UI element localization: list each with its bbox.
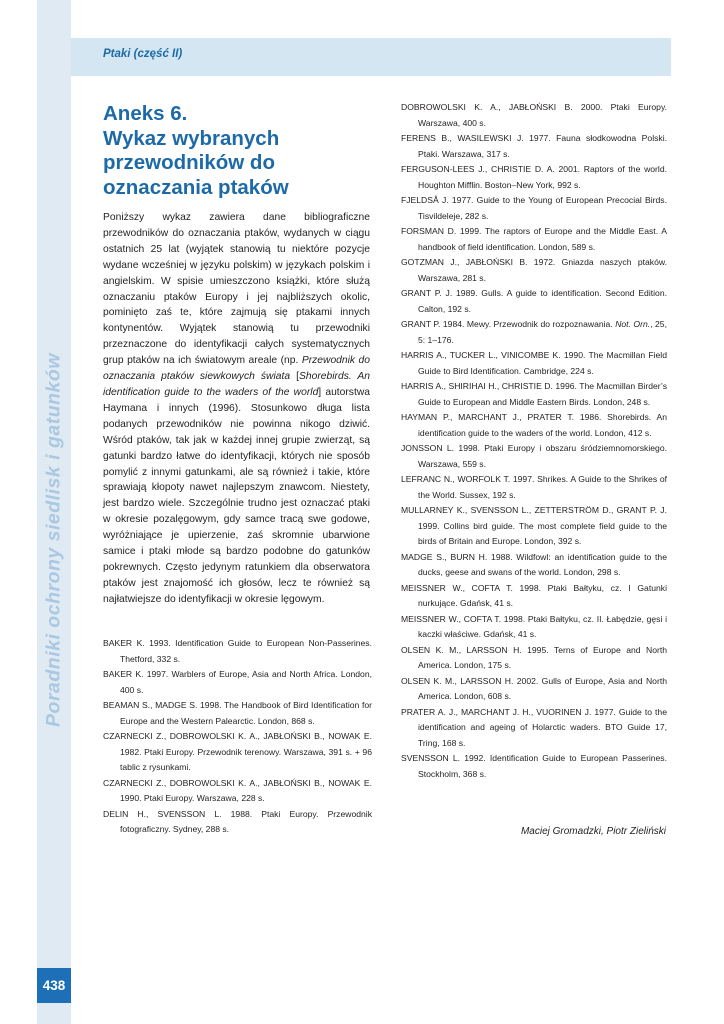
reference-item: HARRIS A., SHIRIHAI H., CHRISTIE D. 1996. The Macmillan Birder’s Guide to European and Middle Eastern Birds. London, 248 s.: [401, 381, 667, 407]
reference-item: MADGE S., BURN H. 1988. Wildfowl: an identification guide to the ducks, geese and swans of the world. London, 298 s.: [401, 551, 667, 577]
reference-item: FERGUSON-LEES J., CHRISTIE D. A. 2001. Raptors of the world. Houghton Mifflin. Boston–New York, 992 s.: [401, 164, 667, 190]
reference-item: LEFRANC N., WORFOLK T. 1997. Shrikes. A Guide to the Shrikes of the World. Sussex, 192 s.: [401, 474, 667, 500]
reference-item: OLSEN K. M., LARSSON H. 1995. Terns of Europe and North America. London, 175 s.: [401, 644, 667, 670]
intro-text: ] autorstwa Haymana i innych (1996). Stosunkowo długa lista podanych przewodników nie powinna nikogo dziwić. Wśród ptaków, tak jak w każdej innej grupie zwierząt, są gatunki bardzo łatwe do identyfikacji, których nie sposób pomylić z innymi gatunkami, ale są również i takie, które sprawiają kłopoty nawet najlepszym znawcom. Niestety, jest bardzo wiele. Szczególnie trudno jest oznaczać ptaki w okresie pozalęgowym, gdy samce tracą swe godowe, wyróżniające je upierzenie, zaś skromnie ubarwione samice i ptaki młode są bardzo podobne do gatunków pokrewnych. Często jedynym ratunkiem dla obserwatora ptaków jest znajomość ich głosów, lecz te również są najłatwiejsze do identyfikacji w okresie lęgowym.: [103, 386, 370, 605]
reference-item: PRATER A. J., MARCHANT J. H., VUORINEN J. 1977. Guide to the identification and ageing of Holarctic waders. BTO Guide 17, Tring, 168 s.: [401, 706, 667, 748]
reference-journal: Not. Orn.: [615, 319, 651, 329]
section-title: Ptaki (część II): [103, 48, 183, 60]
intro-text: Poniższy wykaz zawiera dane bibliograficzne przewodników do oznaczania ptaków, wydanych w ciągu ostatnich 25 lat (wyjątek stanowią tu niektóre pozycje wydane wcześniej w języku polskim) w językach polskim i angielskim. W spisie umieszczono książki, które służą oznaczaniu ptaków Europy i jej najbliższych okolic, pominięto zaś te, które zajmują się ptakami innych kontynentów. Wyjątek stanowią tu przewodniki przeznaczone do identyfikacji całych systematycznych grup ptaków na ich światowym areale (np.: [103, 212, 370, 367]
reference-item: BEAMAN S., MADGE S. 1998. The Handbook of Bird Identification for Europe and the Western Palearctic. London, 868 s.: [103, 700, 372, 726]
reference-item: DELIN H., SVENSSON L. 1988. Ptaki Europy. Przewodnik fotograficzny. Sydney, 288 s.: [103, 808, 372, 834]
page-number: 438: [37, 968, 71, 1003]
reference-item: JONSSON L. 1998. Ptaki Europy i obszaru śródziemnomorskiego. Warszawa, 559 s.: [401, 443, 667, 469]
reference-item: BAKER K. 1997. Warblers of Europe, Asia and North Africa. London, 400 s.: [103, 669, 372, 695]
intro-italic-title: Shorebirds. An identification guide to the waders of the world: [103, 371, 370, 398]
reference-item: FJELDSÅ J. 1977. Guide to the Young of European Precocial Birds. Tisvildeleje, 282 s.: [401, 195, 667, 221]
reference-item: SVENSSON L. 1992. Identification Guide to European Passerines. Stockholm, 368 s.: [401, 753, 667, 779]
reference-item: GOTZMAN J., JABŁOŃSKI B. 1972. Gniazda naszych ptaków. Warszawa, 281 s.: [401, 257, 667, 283]
annex-title-line: przewodników do: [103, 151, 275, 174]
references-right-column: [401, 100, 667, 782]
reference-item: CZARNECKI Z., DOBROWOLSKI K. A., JABŁOŃSKI B., NOWAK E. 1982. Ptaki Europy. Przewodnik terenowy. Warszawa, 391 s. + 96 tablic z rysunkami.: [103, 731, 372, 772]
reference-item: HARRIS A., TUCKER L., VINICOMBE K. 1990. The Macmillan Field Guide to Bird Identification. Cambridge, 224 s.: [401, 350, 667, 376]
reference-item: MEISSNER W., COFTA T. 1998. Ptaki Bałtyku, cz. II. Łabędzie, gęsi i kaczki właściwe. Gdańsk, 41 s.: [401, 613, 667, 639]
reference-item: FERENS B., WASILEWSKI J. 1977. Fauna słodkowodna Polski. Ptaki. Warszawa, 317 s.: [401, 133, 667, 159]
reference-item: MULLARNEY K., SVENSSON L., ZETTERSTRÖM D., GRANT P. J. 1999. Collins bird guide. The most complete field guide to the birds of Britain and Europe. London, 392 s.: [401, 505, 667, 546]
reference-text: GRANT P. 1984. Mewy. Przewodnik do rozpoznawania.: [401, 319, 616, 329]
reference-item: HAYMAN P., MARCHANT J., PRATER T. 1986. Shorebirds. An identification guide to the waders of the world. London, 412 s.: [401, 412, 667, 438]
reference-item: CZARNECKI Z., DOBROWOLSKI K. A., JABŁOŃSKI B., NOWAK E. 1990. Ptaki Europy. Warszawa, 228 s.: [103, 777, 372, 803]
intro-paragraph: [103, 210, 370, 608]
reference-item: BAKER K. 1993. Identification Guide to European Non-Passerines. Thetford, 332 s.: [103, 638, 372, 664]
intro-italic-title: Przewodnik do oznaczania ptaków siewkowych świata: [103, 355, 370, 383]
reference-item: DOBROWOLSKI K. A., JABŁOŃSKI B. 2000. Ptaki Europy. Warszawa, 400 s.: [401, 102, 667, 128]
annex-title-line: oznaczania ptaków: [103, 175, 289, 199]
references-left-column: [103, 636, 372, 838]
authors-signature: Maciej Gromadzki, Piotr Zieliński: [520, 826, 666, 837]
annex-title-line: Wykaz wybranych: [103, 126, 280, 150]
reference-item: OLSEN K. M., LARSSON H. 2002. Gulls of Europe, Asia and North America. London, 608 s.: [401, 675, 667, 701]
reference-item: FORSMAN D. 1999. The raptors of Europe and the Middle East. A handbook of field identification. London, 589 s.: [401, 226, 667, 252]
annex-title: [103, 102, 383, 200]
vertical-series-title: Poradniki ochrony siedlisk i gatunków: [42, 353, 65, 727]
reference-item: GRANT P. J. 1989. Gulls. A guide to identification. Second Edition. Calton, 192 s.: [401, 288, 667, 314]
reference-text: , 25, 5: 1–176.: [418, 319, 667, 345]
intro-text: [: [290, 371, 300, 383]
annex-title-line: Aneks 6.: [103, 102, 188, 125]
reference-item: MEISSNER W., COFTA T. 1998. Ptaki Bałtyku, cz. I Gatunki nurkujące. Gdańsk, 41 s.: [401, 582, 667, 608]
reference-item: [401, 317, 667, 348]
